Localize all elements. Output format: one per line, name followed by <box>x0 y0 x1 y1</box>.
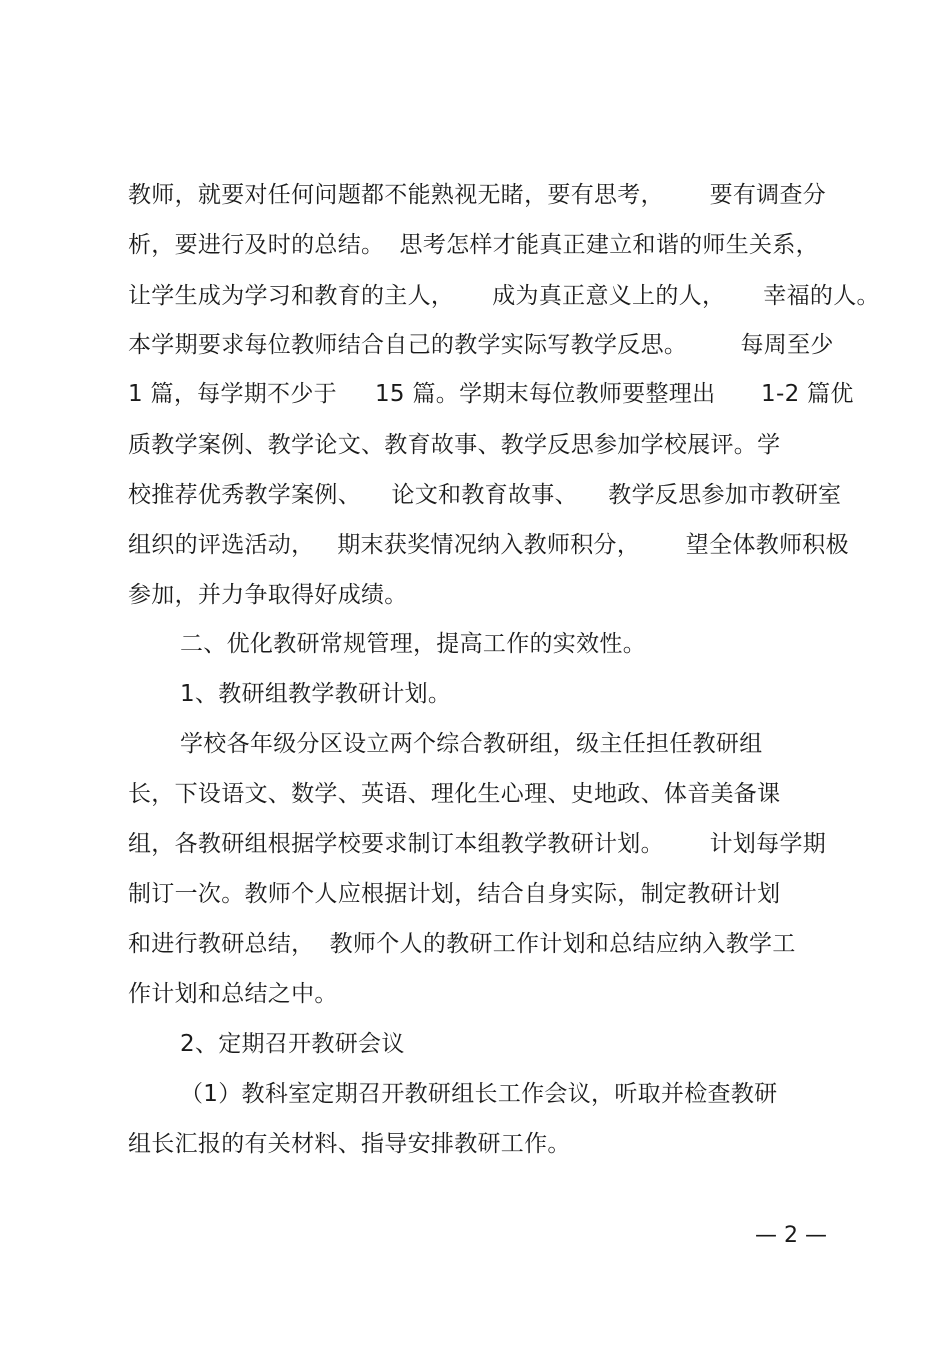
text-line: 长，下设语文、数学、英语、理化生心理、史地政、体音美备课 <box>128 781 781 807</box>
page-number: — 2 — <box>755 1223 827 1248</box>
section-heading: 二、优化教研常规管理，提高工作的实效性。 <box>180 631 646 657</box>
text-line: 1 篇，每学期不少于 15 篇。学期末每位教师要整理出 1-2 篇优 <box>128 381 854 407</box>
text-line: 制订一次。教师个人应根据计划，结合自身实际，制定教研计划 <box>128 881 781 907</box>
text-line: 作计划和总结之中。 <box>128 981 338 1007</box>
subsection-heading: 1、教研组教学教研计划。 <box>180 681 452 707</box>
text-line: 和进行教研总结， 教师个人的教研工作计划和总结应纳入教学工 <box>128 931 796 957</box>
text-line: 学校各年级分区设立两个综合教研组，级主任担任教研组 <box>180 731 763 757</box>
text-line: 教师，就要对任何问题都不能熟视无睹，要有思考， 要有调查分 <box>128 182 827 208</box>
text-line: 让学生成为学习和教育的主人， 成为真正意义上的人， 幸福的人。 <box>128 283 880 309</box>
text-line: 组织的评选活动， 期末获奖情况纳入教师积分， 望全体教师积极 <box>128 532 849 558</box>
text-line: 质教学案例、教学论文、教育故事、教学反思参加学校展评。学 <box>128 432 781 458</box>
text-line: 组，各教研组根据学校要求制订本组教学教研计划。 计划每学期 <box>128 831 827 857</box>
text-line: 本学期要求每位教师结合自己的教学实际写教学反思。 每周至少 <box>128 332 834 358</box>
subsection-heading: 2、定期召开教研会议 <box>180 1031 405 1057</box>
text-line: 参加，并力争取得好成绩。 <box>128 582 408 608</box>
text-line: 校推荐优秀教学案例、 论文和教育故事、 教学反思参加市教研室 <box>128 482 842 508</box>
text-line: 组长汇报的有关材料、指导安排教研工作。 <box>128 1131 571 1157</box>
text-line: 析，要进行及时的总结。 思考怎样才能真正建立和谐的师生关系， <box>128 232 819 258</box>
text-line: （1）教科室定期召开教研组长工作会议，听取并检查教研 <box>180 1081 778 1107</box>
